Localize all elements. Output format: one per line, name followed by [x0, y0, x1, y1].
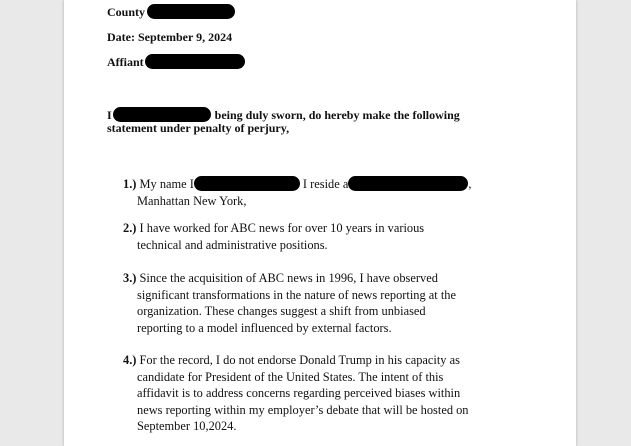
item-2-line-1 [123, 220, 424, 237]
item-3-text-3: organization. These changes suggest a shift from unbiased [137, 304, 426, 318]
item-1 [123, 176, 471, 209]
item-1-text-a: My name I [139, 177, 194, 191]
redaction-name [194, 176, 300, 191]
item-2 [123, 220, 424, 253]
item-4-line-1 [123, 352, 469, 369]
item-1-text-b: I reside a [302, 177, 349, 191]
item-3-line-1 [123, 270, 456, 287]
item-4-text-1: For the record, I do not endorse Donald Trump in his capacity as [139, 353, 460, 367]
affiant-label: Affiant [107, 55, 144, 69]
item-4-text-3: affidavit is to address concerns regarding perceived biases within [137, 386, 461, 400]
item-3-text-2: significant transformations in the nature of news reporting at the [137, 287, 456, 302]
redaction-affiant [145, 54, 245, 69]
county-line [107, 4, 235, 19]
affiant-line [107, 54, 245, 69]
item-1-comma: , [468, 177, 472, 191]
item-3-number: 3.) [123, 271, 137, 285]
item-2-number: 2.) [123, 221, 137, 235]
affidavit-page [64, 0, 576, 446]
item-4-text-4: news reporting within my employer’s debate that will be hosted on [137, 402, 469, 417]
item-1-line-1 [123, 176, 471, 193]
date-line: Date: September 9, 2024 [107, 30, 233, 44]
redaction-county [147, 4, 235, 19]
item-1-number: 1.) [123, 177, 137, 191]
redaction-intro-name [113, 107, 211, 122]
item-4 [123, 352, 469, 435]
intro-line-2: statement under penalty of perjury, [107, 121, 290, 135]
item-1-line-2: Manhattan New York, [137, 193, 247, 208]
item-3-text-1: Since the acquisition of ABC news in 1996, I have observed [139, 271, 438, 285]
county-label: County [107, 5, 146, 19]
item-2-text-1: I have worked for ABC news for over 10 years in various [139, 221, 425, 235]
item-4-number: 4.) [123, 353, 137, 367]
intro-prefix: I [107, 108, 112, 122]
intro-line-1-text: being duly sworn, do hereby make the following [214, 108, 460, 122]
redaction-address [348, 176, 468, 191]
item-4-text-5: September 10,2024. [137, 419, 237, 433]
item-2-text-2: technical and administrative positions. [137, 237, 328, 252]
intro-line-1 [107, 107, 460, 122]
item-3-text-4: reporting to a model influenced by external factors. [137, 320, 392, 335]
item-4-text-2: candidate for President of the United States. The intent of this [137, 369, 444, 384]
item-3 [123, 270, 456, 336]
